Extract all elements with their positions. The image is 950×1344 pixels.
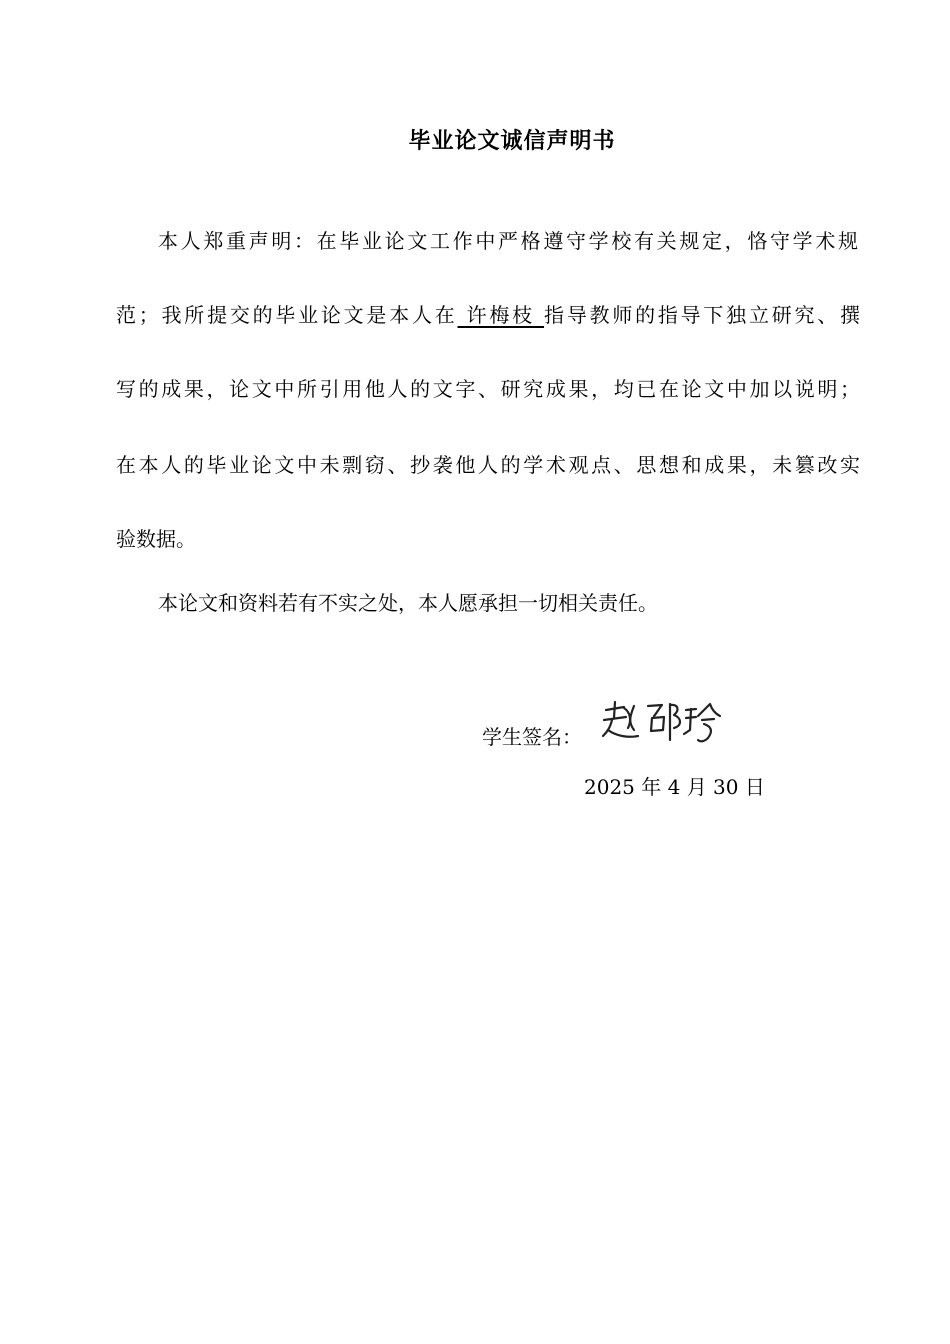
declaration-line-1 [158,226,858,256]
advisor-name: 许梅枝 [457,303,545,327]
signature-label: 学生签名： [482,725,582,749]
declaration-line-4: 在本人的毕业论文中未剽窃、抄袭他人的学术观点、思想和成果，未篡改实 [116,453,860,477]
page-title: 毕业论文诚信声明书 [408,129,616,154]
handwritten-signature [598,696,722,748]
declaration-line-2 [116,300,860,330]
declaration-line-3: 写的成果，论文中所引用他人的文字、研究成果，均已在论文中加以说明； [116,377,860,401]
signature-date: 2025 年 4 月 30 日 [584,775,765,799]
declaration-line-5: 验数据。 [116,527,196,551]
declaration-text-1: 本人郑重声明：在毕业论文工作中严格遵守学校有关规定，恪守学术规 [158,229,858,253]
declaration-text-2a: 范；我所提交的毕业论文是本人在 [116,303,458,327]
declaration-text-2b: 指导教师的指导下独立研究、撰 [544,303,860,327]
responsibility-statement: 本论文和资料若有不实之处，本人愿承担一切相关责任。 [158,591,658,615]
